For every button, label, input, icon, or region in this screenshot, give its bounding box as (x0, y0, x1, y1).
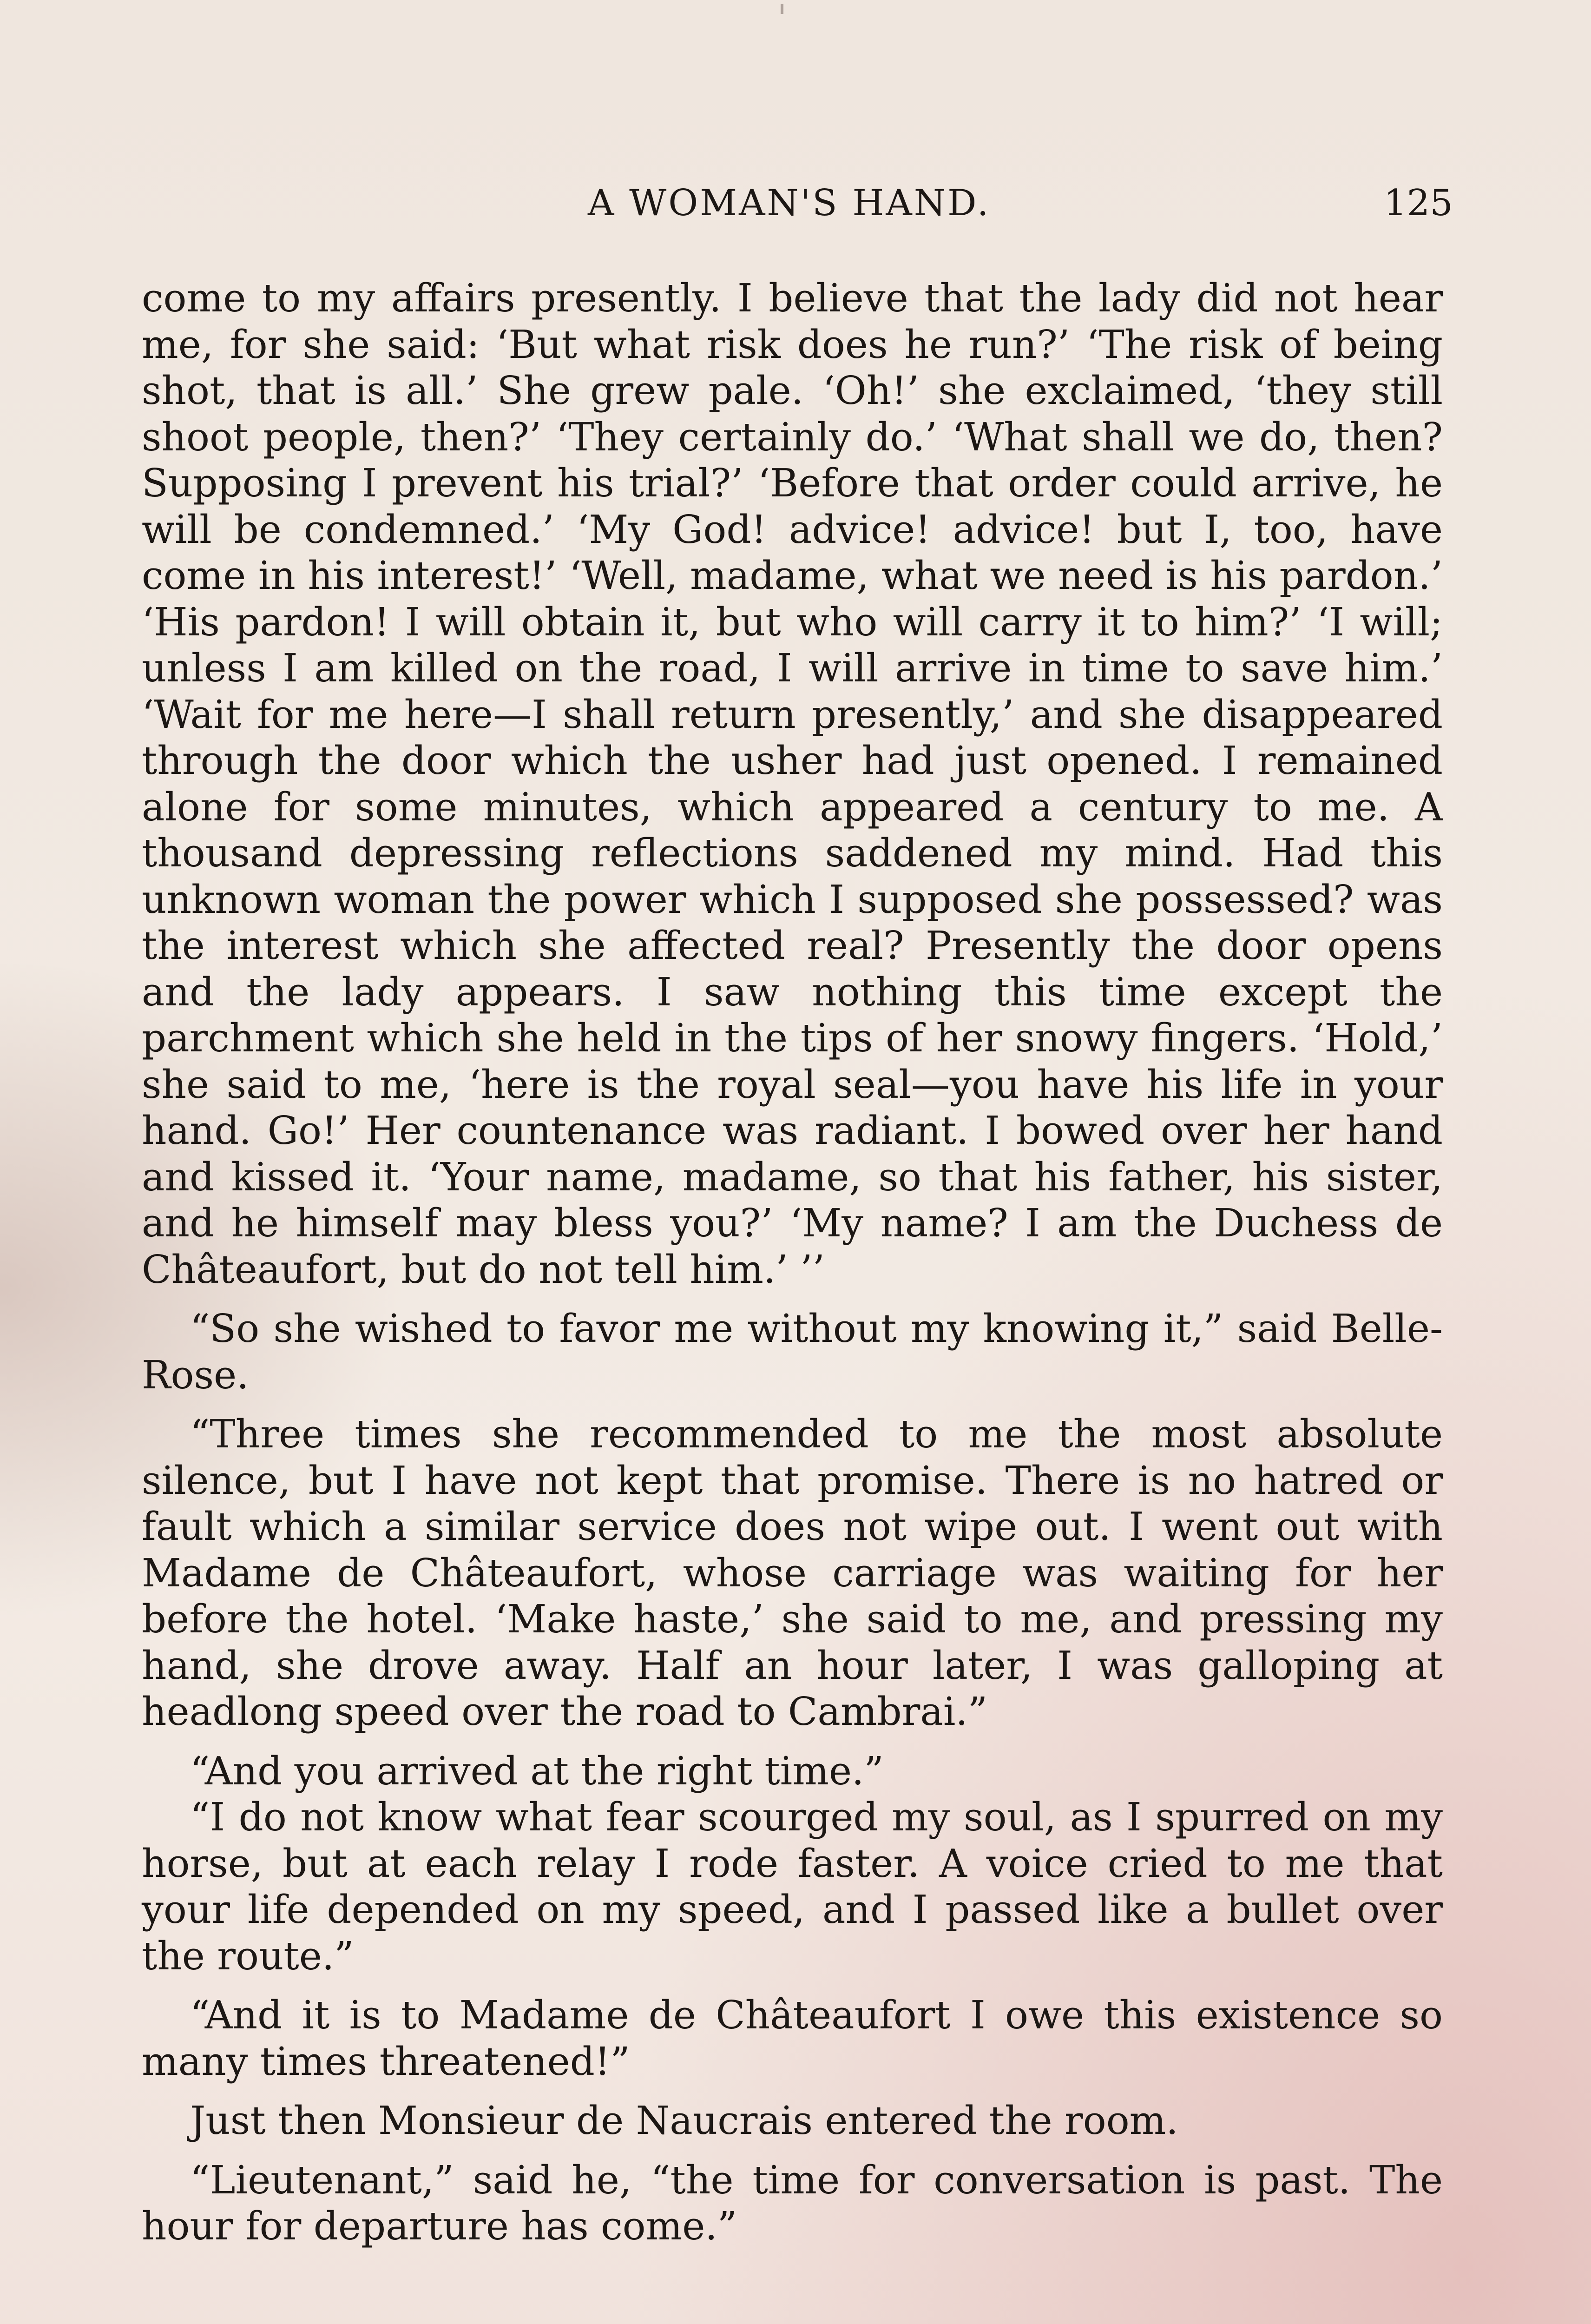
paper-speck (781, 4, 783, 14)
paragraph: “And it is to Madame de Châteaufort I owe this existence so many times threatened!” (142, 1993, 1443, 2084)
paragraph: “So she wished to favor me without my knowing it,” said Belle-Rose. (142, 1306, 1443, 1398)
page-number: 125 (1384, 182, 1453, 224)
paragraph: “And you arrived at the right time.” (190, 1748, 884, 1794)
paragraph: “Three times she recommended to me the most absolute silence, but I have not kept that promise. There is no hatred or fault which a similar service does not wipe out. I went out with Madame de Châteaufort, whose carriage was waiting for her before the hotel. ‘Make haste,’ she said to me, and pressing my hand, she drove away. Half an hour later, I was galloping at headlong speed over the road to Cambrai.” (142, 1412, 1443, 1734)
paragraph: “Lieutenant,” said he, “the time for conversation is past. The hour for departure has come.” (142, 2157, 1443, 2249)
paragraph: “I do not know what fear scourged my soul, as I spurred on my horse, but at each relay I rode faster. A voice cried to me that your life depended on my speed, and I passed like a bullet over the route.” (142, 1795, 1443, 1979)
paragraph: come to my affairs presently. I believe that the lady did not hear me, for she said: ‘But what risk does he run?’ ‘The risk of being shot, that is all.’ She grew pale. ‘Oh!’ she exclaimed, ‘they still shoot people, then?’ ‘They certainly do.’ ‘What shall we do, then? Supposing I prevent his trial?’ ‘Before that order could arrive, he will be condemned.’ ‘My God! advice! advice! but I, too, have come in his interest!’ ‘Well, madame, what we need is his pardon.’ ‘His pardon! I will obtain it, but who will carry it to him?’ ‘I will; unless I am killed on the road, I will arrive in time to save him.’ ‘Wait for me here—I shall return presently,’ and she disappeared through the door which the usher had just opened. I remained alone for some minutes, which appeared a century to me. A thousand depressing reflections saddened my mind. Had this unknown woman the power which I supposed she possessed? was the interest which she affected real? Presently the door opens and the lady appears. I saw nothing this time except the parchment which she held in the tips of her snowy fingers. ‘Hold,’ she said to me, ‘here is the royal seal—you have his life in your hand. Go!’ Her countenance was radiant. I bowed over her hand and kissed it. ‘Your name, madame, so that his father, his sister, and he himself may bless you?’ ‘My name? I am the Duchess de Châteaufort, but do not tell him.’ ’’ (142, 276, 1443, 1292)
paragraph: Just then Monsieur de Naucrais entered the room. (190, 2098, 1178, 2143)
body-text (142, 275, 1443, 2263)
running-title: A WOMAN'S HAND. (588, 182, 991, 224)
